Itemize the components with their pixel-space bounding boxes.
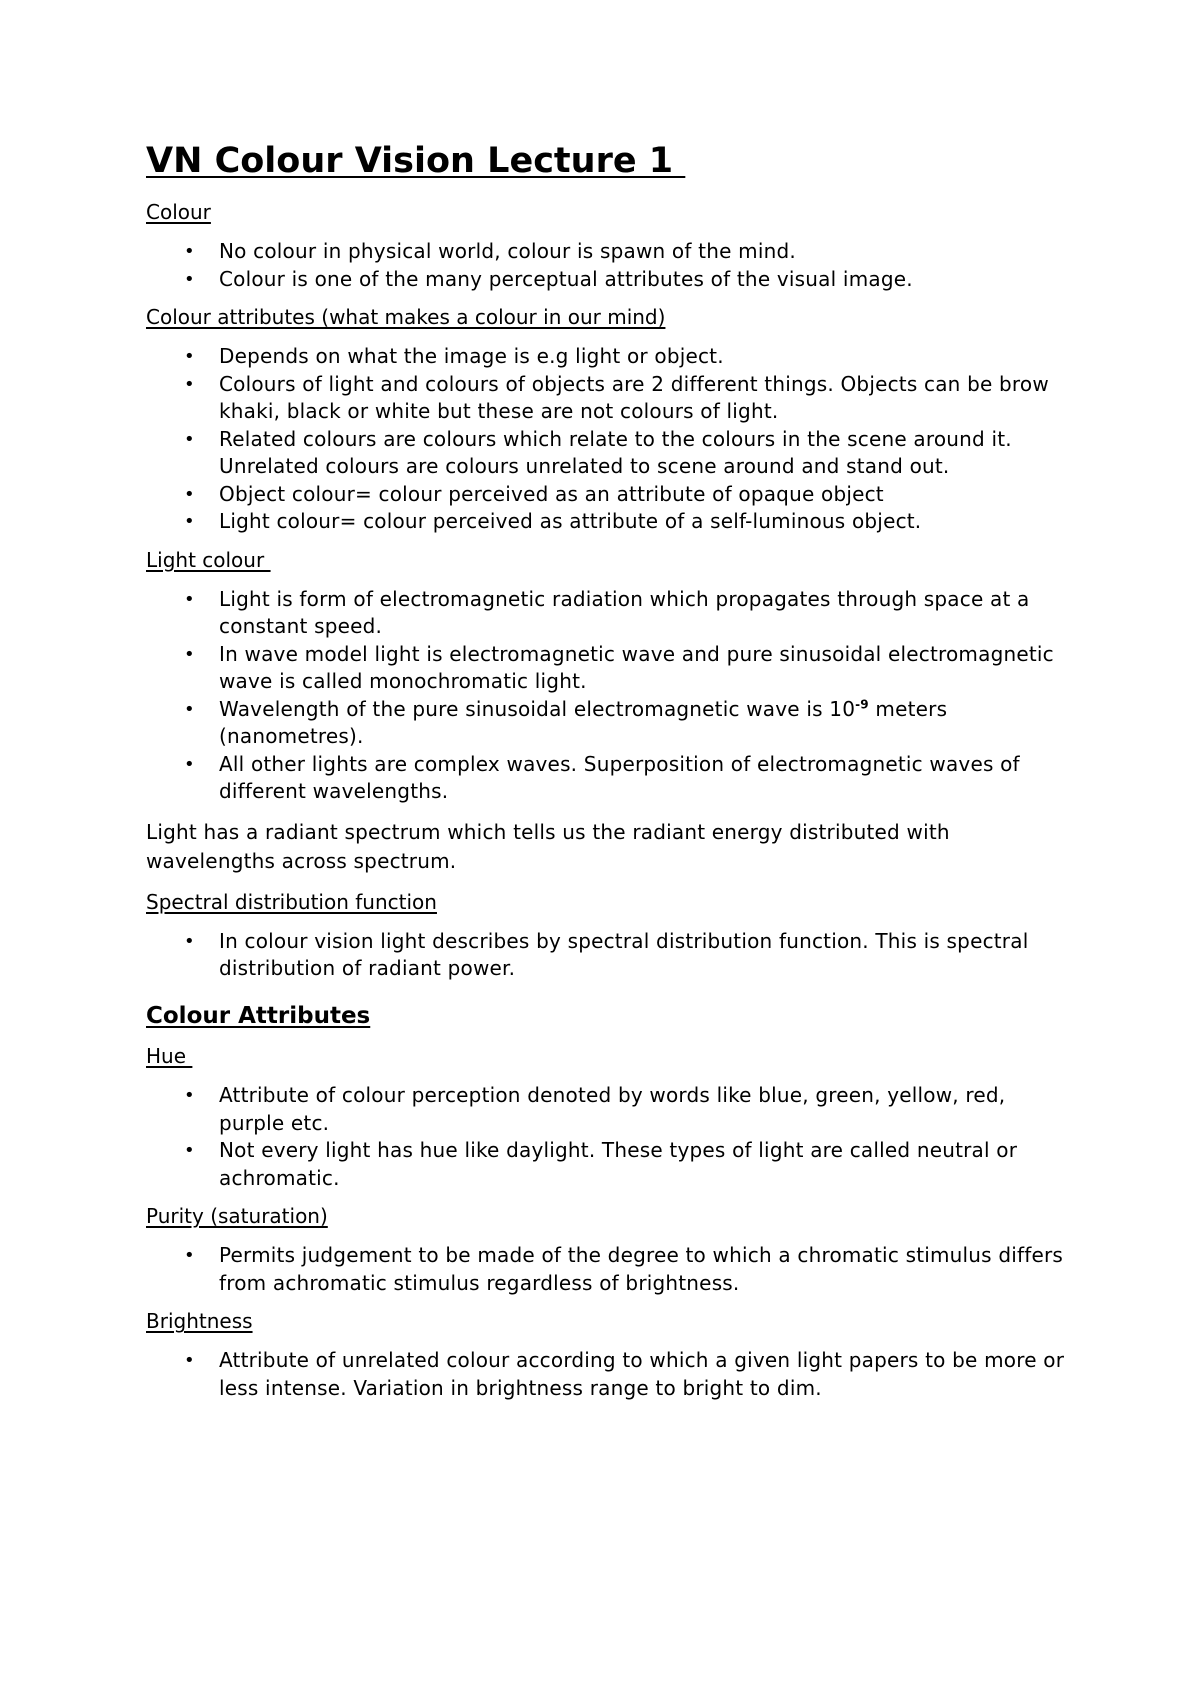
list-light-colour [146, 586, 1076, 806]
bullet-icon: • [184, 511, 195, 532]
document-page [146, 140, 1076, 1414]
bullet-icon: • [184, 698, 195, 720]
list-item: • Attribute of colour perception denoted by words like blue, green, yellow, red, purple etc. [184, 1083, 1006, 1135]
list-item: • In wave model light is electromagnetic wave and pure sinusoidal electromagnetic wave is called monochromatic light. [184, 641, 1054, 693]
list-item: • Permits judgement to be made of the degree to which a chromatic stimulus differs from achromatic stimulus regardless of brightness. [184, 1243, 1064, 1295]
heading-colour-attributes: Colour Attributes [146, 1002, 371, 1029]
list-item: • All other lights are complex waves. Superposition of electromagnetic waves of different wavelengths. [184, 751, 1020, 803]
bullet-icon: • [184, 588, 195, 610]
list-purity [146, 1242, 1076, 1297]
list-item: • Colours of light and colours of objects are 2 different things. Objects can be brow khaki, black or white but these are not colours of light. [184, 371, 1049, 423]
list-spectral [146, 928, 1076, 983]
list-item: • Related colours are colours which relate to the colours in the scene around it. Unrelated colours are colours unrelated to scene around and stand out. [184, 426, 1012, 478]
heading-light-colour: Light colour [146, 547, 271, 572]
list-item: • Depends on what the image is e.g light or object. [146, 343, 1076, 371]
list-item: • Light colour= colour perceived as attribute of a self-luminous object. [146, 508, 1076, 536]
exponent: -9 [855, 696, 869, 711]
heading-hue: Hue [146, 1044, 193, 1069]
list-item: • In colour vision light describes by spectral distribution function. This is spectral distribution of radiant power. [184, 928, 1029, 980]
list-item: • No colour in physical world, colour is spawn of the mind. [146, 238, 1076, 266]
heading-spectral-distribution: Spectral distribution function [146, 889, 437, 914]
bullet-icon: • [184, 1245, 195, 1267]
bullet-icon: • [184, 483, 195, 505]
heading-colour: Colour [146, 200, 211, 224]
bullet-icon: • [184, 643, 195, 665]
bullet-icon: • [184, 268, 195, 290]
bullet-icon: • [184, 241, 195, 262]
paragraph-radiant-spectrum: Light has a radiant spectrum which tells us the radiant energy distributed with wavelengths across spectrum. [146, 819, 950, 873]
list-item: • Attribute of unrelated colour according to which a given light papers to be more or less intense. Variation in brightness range to bright to dim. [184, 1348, 1065, 1400]
bullet-icon: • [184, 930, 195, 952]
list-item: • Colour is one of the many perceptual attributes of the visual image. [146, 266, 1076, 294]
bullet-icon: • [184, 1085, 195, 1107]
document-title: VN Colour Vision Lecture 1 [146, 141, 686, 181]
list-colour [146, 238, 1076, 293]
bullet-icon: • [184, 1140, 195, 1162]
list-item: • Light is form of electromagnetic radiation which propagates through space at a constant speed. [184, 586, 1030, 638]
bullet-icon: • [184, 373, 195, 395]
bullet-icon: • [184, 1350, 195, 1372]
list-brightness [146, 1347, 1076, 1402]
list-item: • Not every light has hue like daylight. These types of light are called neutral or achromatic. [184, 1138, 1018, 1190]
bullet-icon: • [184, 346, 195, 367]
heading-purity: Purity (saturation) [146, 1204, 328, 1229]
heading-colour-attributes-mind: Colour attributes (what makes a colour in our mind) [146, 305, 666, 329]
list-item: • Object colour= colour perceived as an attribute of opaque object [146, 481, 1076, 509]
bullet-icon: • [184, 753, 195, 775]
bullet-icon: • [184, 428, 195, 450]
list-item-wavelength: • Wavelength of the pure sinusoidal electromagnetic wave is $10^{-9}$ meters (nanometres). [184, 696, 948, 748]
list-colour-attributes-mind [146, 343, 1076, 536]
list-hue [146, 1082, 1076, 1192]
heading-brightness: Brightness [146, 1309, 253, 1334]
